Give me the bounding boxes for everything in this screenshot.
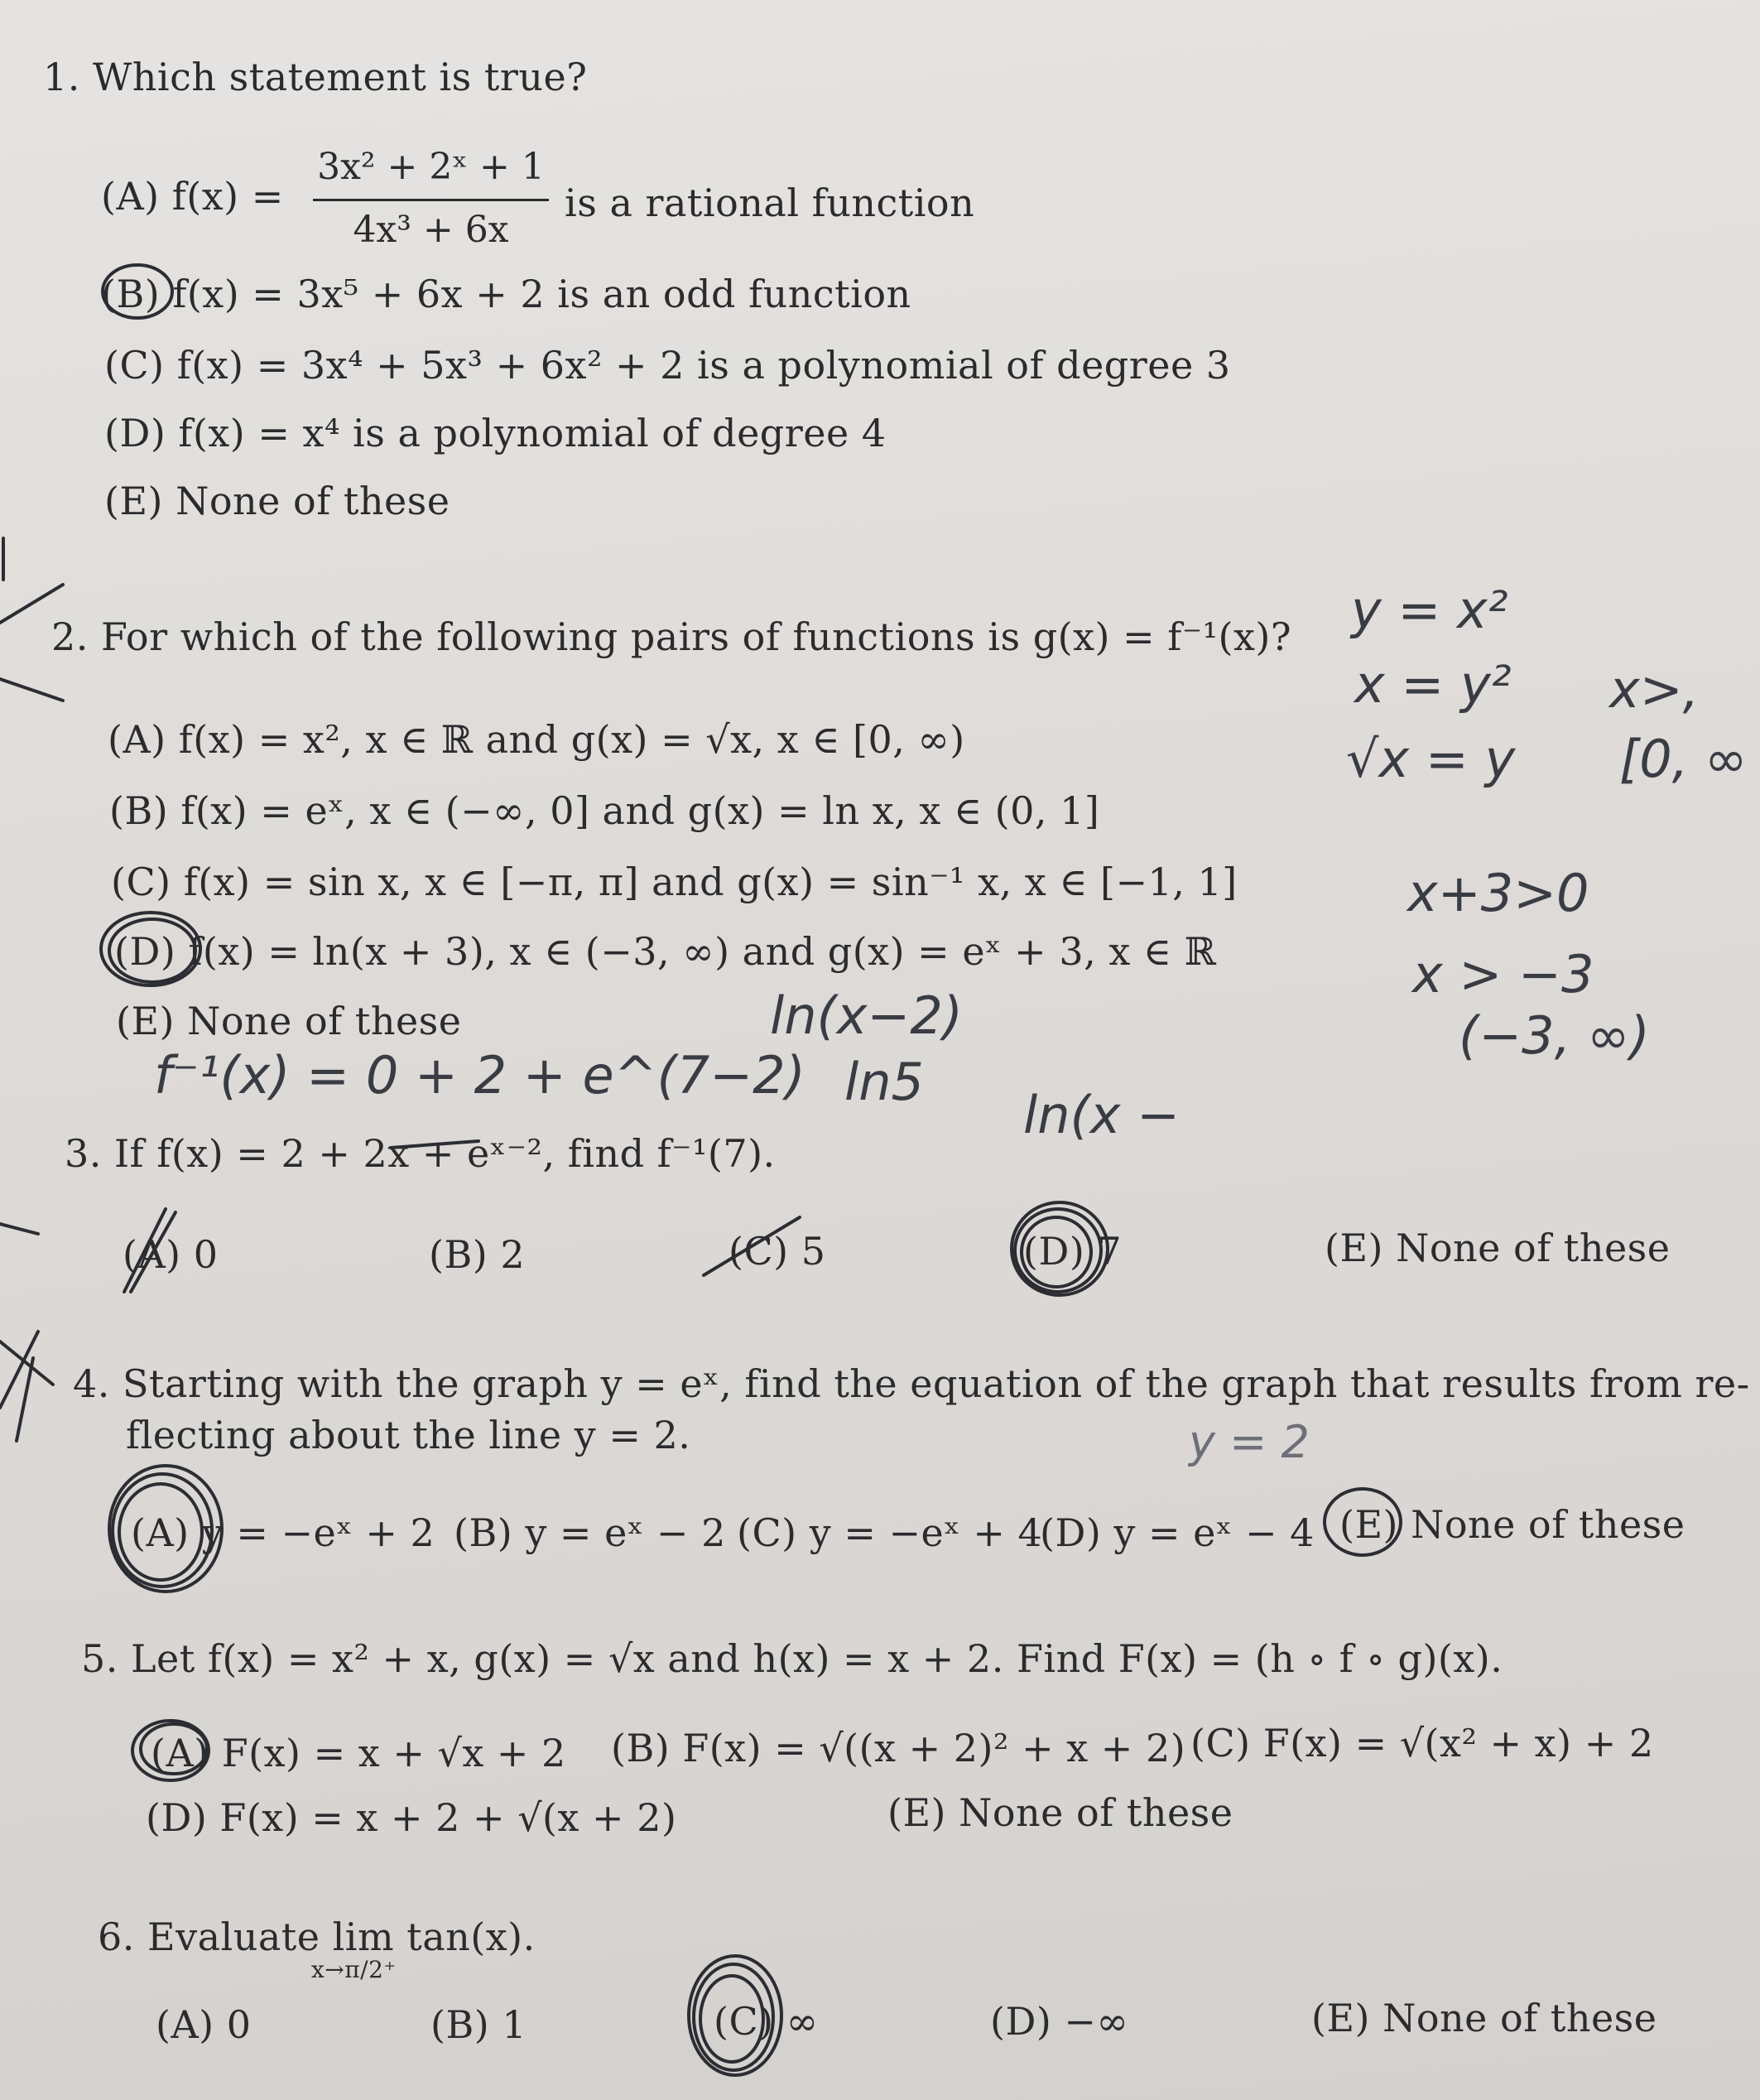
q5-option-d: (D) F(x) = x + 2 + √(x + 2) <box>146 1795 677 1840</box>
q4-stem-line1: 4. Starting with the graph y = eˣ, find the equation of the graph that results from re- <box>73 1361 1750 1406</box>
q6-option-a: (A) 0 <box>156 2002 252 2047</box>
q2-stem: 2. For which of the following pairs of functions is g(x) = f⁻¹(x)? <box>51 614 1292 659</box>
q1-option-d: (D) f(x) = x⁴ is a polynomial of degree 4 <box>104 411 887 455</box>
q5-stem: 5. Let f(x) = x² + x, g(x) = √x and h(x) = x + 2. Find F(x) = (h ∘ f ∘ g)(x). <box>81 1636 1503 1681</box>
q1-stem: 1. Which statement is true? <box>43 55 588 99</box>
q1-option-b: (B) f(x) = 3x⁵ + 6x + 2 is an odd function <box>101 272 911 316</box>
q6-option-d: (D) −∞ <box>990 1999 1129 2044</box>
q5-option-c: (C) F(x) = √(x² + x) + 2 <box>1190 1721 1654 1765</box>
q6-option-c: (C) ∞ <box>714 1999 819 2044</box>
q1-option-a-prefix: (A) f(x) = <box>101 174 284 219</box>
handwritten-note: ln(x−2) <box>770 985 963 1046</box>
q3-option-e: (E) None of these <box>1325 1226 1671 1270</box>
q5-option-b: (B) F(x) = √((x + 2)² + x + 2) <box>611 1726 1186 1770</box>
handwritten-note: ln5 <box>844 1052 924 1112</box>
q1-option-a-numerator: 3x² + 2ˣ + 1 <box>317 146 545 188</box>
q1-option-c: (C) f(x) = 3x⁴ + 5x³ + 6x² + 2 is a polynomial of degree 3 <box>104 343 1231 388</box>
margin-mark <box>17 1358 33 1441</box>
margin-mark <box>0 1332 38 1408</box>
q3-stem: 3. If f(x) = 2 + 2x + eˣ⁻², find f⁻¹(7). <box>65 1131 776 1176</box>
q2-option-a: (A) f(x) = x², x ∈ ℝ and g(x) = √x, x ∈ [0, ∞) <box>108 717 965 762</box>
q6-option-e: (E) None of these <box>1311 1996 1657 2040</box>
q1-option-a-denominator: 4x³ + 6x <box>353 209 509 251</box>
q2-option-e: (E) None of these <box>116 999 462 1043</box>
q6-limit-subscript: x→π/2⁺ <box>311 1956 397 1983</box>
q2-option-b: (B) f(x) = eˣ, x ∈ (−∞, 0] and g(x) = ln x, x ∈ (0, 1] <box>109 788 1100 833</box>
q3-option-d: (D) 7 <box>1023 1229 1123 1274</box>
q1-option-a-suffix: is a rational function <box>565 181 975 225</box>
q5-option-a: (A) F(x) = x + √x + 2 <box>151 1731 566 1775</box>
q3-option-c: (C) 5 <box>729 1229 826 1274</box>
q4-option-d: (D) y = eˣ − 4 <box>1040 1510 1315 1555</box>
fraction-bar <box>313 199 549 201</box>
handwritten-note: (−3, ∞) <box>1459 1005 1650 1066</box>
q6-stem: 6. Evaluate lim tan(x). <box>98 1915 536 1959</box>
q2-option-d: (D) f(x) = ln(x + 3), x ∈ (−3, ∞) and g(x) = eˣ + 3, x ∈ ℝ <box>114 929 1217 974</box>
q2-option-c: (C) f(x) = sin x, x ∈ [−π, π] and g(x) = sin⁻¹ x, x ∈ [−1, 1] <box>111 860 1238 904</box>
margin-mark <box>0 1224 38 1234</box>
handwritten-note: x = y² <box>1354 654 1512 715</box>
margin-mark <box>0 679 63 701</box>
handwritten-note: x+3>0 <box>1407 863 1589 923</box>
handwritten-note: f⁻¹(x) = 0 + 2 + e^(7−2) <box>154 1045 805 1105</box>
margin-mark <box>0 1341 53 1385</box>
handwritten-note: x > −3 <box>1412 944 1594 1004</box>
q3-option-b: (B) 2 <box>429 1232 526 1277</box>
handwritten-note: y = 2 <box>1189 1416 1310 1468</box>
q6-option-b: (B) 1 <box>430 2002 527 2047</box>
q1-option-e: (E) None of these <box>104 479 450 523</box>
handwritten-note: √x = y <box>1346 729 1516 789</box>
handwritten-note: x>, <box>1609 659 1700 720</box>
q4-stem-line2: flecting about the line y = 2. <box>126 1413 691 1457</box>
q4-option-a: (A) y = −eˣ + 2 <box>131 1510 435 1555</box>
handwritten-note: ln(x − <box>1023 1085 1181 1145</box>
q4-option-b: (B) y = eˣ − 2 <box>454 1510 726 1555</box>
q4-option-e: (E) None of these <box>1339 1502 1685 1547</box>
q3-option-a: (A) 0 <box>123 1232 219 1277</box>
q5-option-e: (E) None of these <box>887 1790 1233 1835</box>
handwritten-note: y = x² <box>1351 580 1508 640</box>
handwritten-note: [0, ∞ <box>1619 729 1748 789</box>
q4-option-c: (C) y = −eˣ + 4 <box>737 1510 1043 1555</box>
